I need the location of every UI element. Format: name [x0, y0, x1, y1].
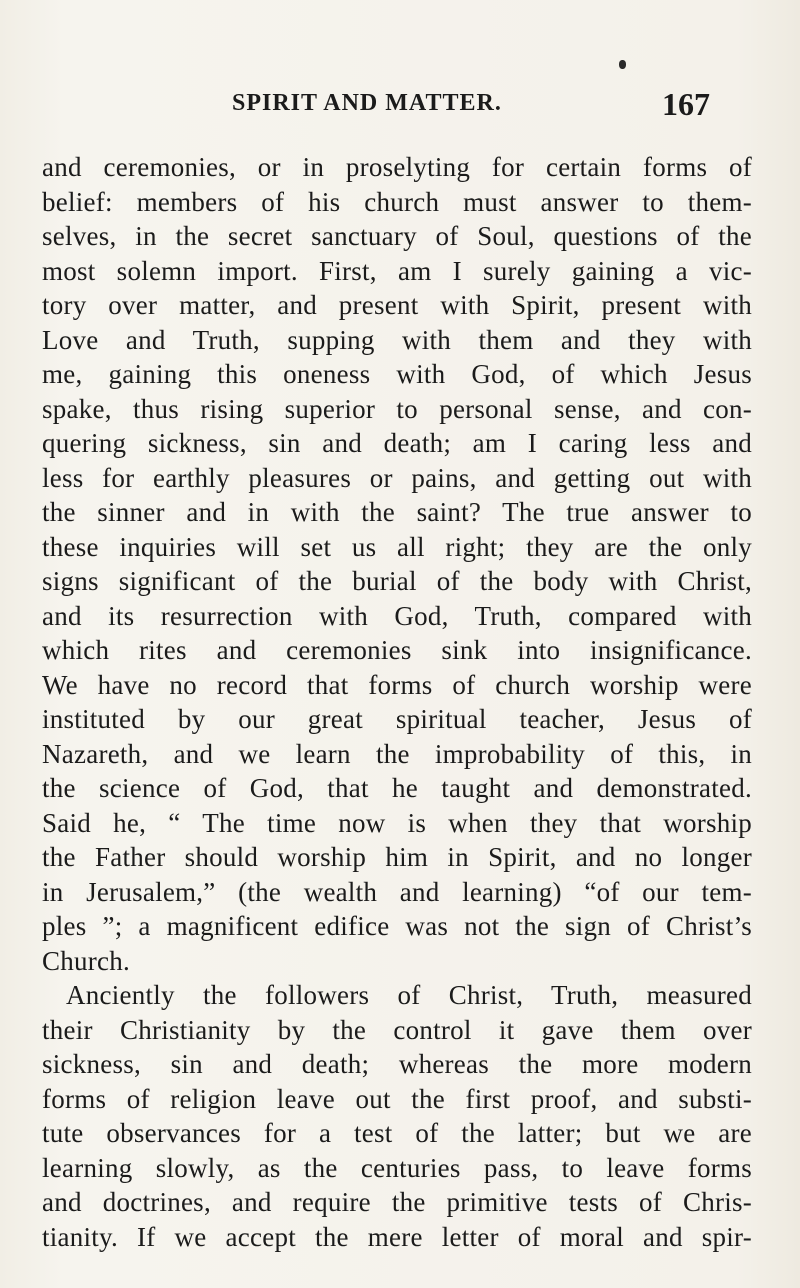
running-head: SPIRIT AND MATTER.: [232, 90, 502, 116]
text-line: in Jerusalem,” (the wealth and learning) “of our tem-: [42, 876, 752, 907]
text-line: selves, in the secret sanctuary of Soul, questions of the: [42, 221, 752, 251]
text-line: most solemn import. First, am I surely gaining a vic-: [42, 255, 752, 286]
text-line: less for earthly pleasures or pains, and getting out with: [42, 462, 752, 493]
text-line: the science of God, that he taught and demonstrated.: [42, 773, 752, 803]
text-line: We have no record that forms of church worship were: [42, 669, 752, 700]
text-line: tianity. If we accept the mere letter of moral and spir-: [42, 1221, 752, 1252]
ink-speck: [619, 60, 626, 69]
text-line: learning slowly, as the centuries pass, to leave forms: [42, 1152, 752, 1183]
text-line: tute observances for a test of the latter; but we are: [42, 1118, 752, 1148]
text-line: which rites and ceremonies sink into insignificance.: [42, 635, 752, 665]
text-line: signs significant of the burial of the body with Christ,: [42, 566, 752, 596]
text-line: Church.: [42, 945, 130, 976]
text-line: and ceremonies, or in proselyting for certain forms of: [42, 152, 752, 182]
text-line: Nazareth, and we learn the improbability of this, in: [42, 738, 752, 769]
text-line: me, gaining this oneness with God, of which Jesus: [42, 359, 752, 389]
text-line: these inquiries will set us all right; they are the only: [42, 531, 752, 562]
text-line: tory over matter, and present with Spirit, present with: [42, 290, 752, 320]
text-line: forms of religion leave out the first proof, and substi-: [42, 1083, 752, 1114]
page-number: 167: [662, 86, 710, 122]
text-line: the Father should worship him in Spirit, and no longer: [42, 842, 752, 872]
text-line: their Christianity by the control it gave them over: [42, 1014, 752, 1045]
text-line: and its resurrection with God, Truth, compared with: [42, 600, 752, 631]
body-text: [42, 150, 752, 1254]
text-line: belief: members of his church must answer to them-: [42, 186, 752, 217]
text-line: ples ”; a magnificent edifice was not the sign of Christ’s: [42, 911, 752, 941]
page-header: [0, 86, 800, 126]
text-line: Love and Truth, supping with them and they with: [42, 324, 752, 355]
text-line: Anciently the followers of Christ, Truth, measured: [66, 980, 752, 1010]
text-line: the sinner and in with the saint? The true answer to: [42, 497, 752, 527]
text-line: spake, thus rising superior to personal sense, and con-: [42, 393, 752, 424]
text-line: instituted by our great spiritual teacher, Jesus of: [42, 704, 752, 734]
text-line: sickness, sin and death; whereas the more modern: [42, 1049, 752, 1079]
text-line: quering sickness, sin and death; am I caring less and: [42, 428, 752, 458]
text-line: and doctrines, and require the primitive tests of Chris-: [42, 1187, 752, 1217]
text-line: Said he, “ The time now is when they that worship: [42, 807, 752, 838]
